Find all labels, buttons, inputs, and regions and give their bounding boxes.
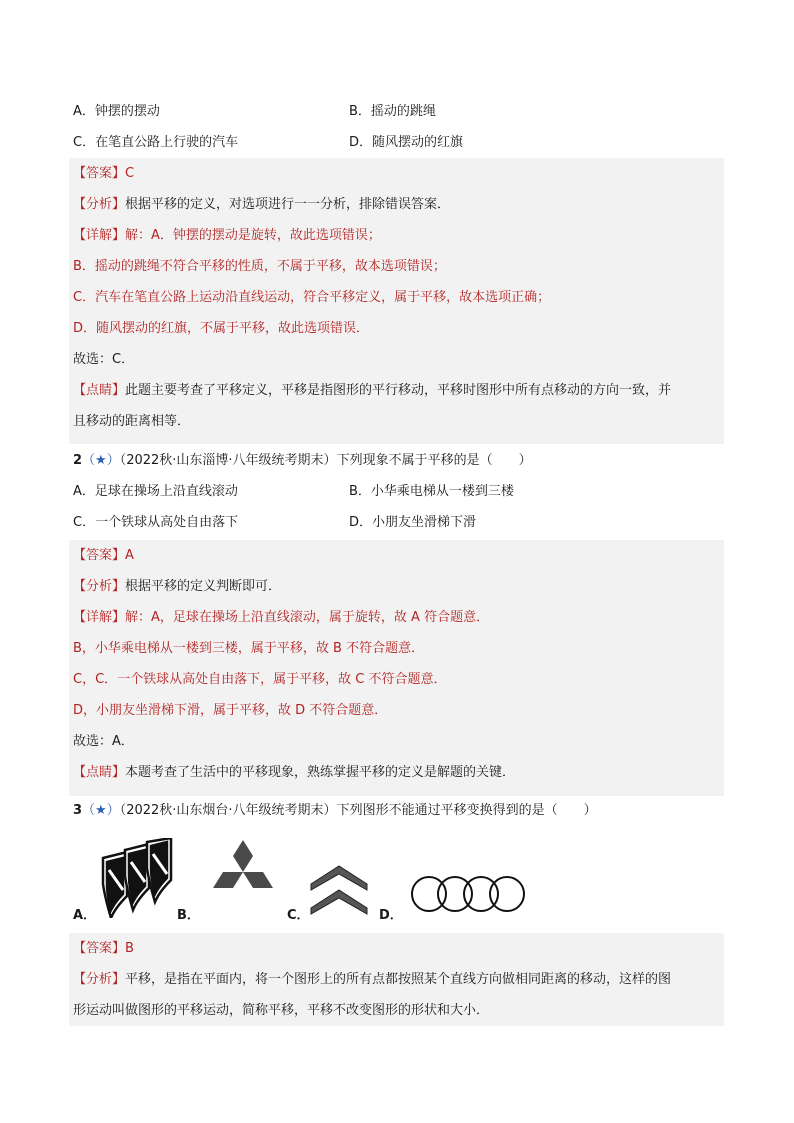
q3-source: （2022秋·山东烟台·八年级统考期末） — [119, 803, 337, 818]
q1-answer-value: C — [125, 166, 135, 181]
q3-label-c: C． — [287, 908, 310, 923]
q1-detail-line: 【详解】解：A．钟摆的摆动是旋转，故此选项错误； — [73, 228, 381, 243]
q3-analysis-line: 【分析】平移，是指在平面内，将一个图形上的所有点都按照某个直线方向做相同距离的移动，这样的图 — [73, 972, 672, 987]
q1-option-b: B．摇动的跳绳 — [349, 104, 436, 119]
q3-analysis-line-2: 形运动叫做图形的平移运动，简称平移，平移不改变图形的形状和大小． — [73, 1003, 490, 1018]
star-icon: （★） — [82, 803, 120, 818]
q2-option-d: D．小朋友坐滑梯下滑 — [349, 515, 477, 530]
q2-answer-value: A — [125, 548, 134, 563]
q1-detail-d: D．随风摆动的红旗，不属于平移，故此选项错误． — [73, 321, 370, 336]
q1-comment-line-2: 且移动的距离相等． — [73, 414, 191, 429]
star-icon: （★） — [82, 453, 120, 468]
q2-number: 2 — [73, 453, 83, 468]
q2-option-b: B．小华乘电梯从一楼到三楼 — [349, 484, 514, 499]
three-shields-icon — [101, 838, 173, 918]
q1-analysis-line: 【分析】根据平移的定义，对选项进行一一分析，排除错误答案． — [73, 197, 451, 212]
q3-label-a: A． — [73, 908, 97, 923]
q2-comment-line: 【点睛】本题考查了生活中的平移现象，熟练掌握平移的定义是解题的关键． — [73, 765, 516, 780]
q1-detail-c: C．汽车在笔直公路上运动沿直线运动，符合平移定义，属于平移，故本选项正确； — [73, 290, 551, 305]
q2-option-row-2 — [69, 507, 724, 538]
q3-question: 下列图形不能通过平移变换得到的是（ ） — [336, 803, 597, 818]
q1-solution-block — [69, 158, 724, 444]
q1-detail-b: B．摇动的跳绳不符合平移的性质，不属于平移，故本选项错误； — [73, 259, 446, 274]
q2-source: （2022秋·山东淄博·八年级统考期末） — [119, 453, 337, 468]
q2-detail-c: C，C．一个铁球从高处自由落下，属于平移，故 C 不符合题意． — [73, 672, 447, 687]
q3-number: 3 — [73, 803, 83, 818]
q2-choice-line: 故选：A． — [73, 734, 134, 749]
q2-detail-d: D，小朋友坐滑梯下滑，属于平移，故 D 不符合题意． — [73, 703, 388, 718]
q1-option-row-1 — [69, 96, 724, 127]
q1-option-c: C．在笔直公路上行驶的汽车 — [73, 135, 239, 150]
q2-option-a: A．足球在操场上沿直线滚动 — [73, 484, 238, 499]
three-diamonds-icon — [207, 840, 279, 904]
q1-answer-line: 【答案】C — [73, 166, 135, 181]
four-rings-icon — [409, 874, 529, 914]
q1-option-d: D．随风摆动的红旗 — [349, 135, 464, 150]
q2-option-c: C．一个铁球从高处自由落下 — [73, 515, 239, 530]
q3-answer-value: B — [125, 941, 134, 956]
q3-answer-line: 【答案】B — [73, 941, 134, 956]
q2-detail-b: B，小华乘电梯从一楼到三楼，属于平移，故 B 不符合题意． — [73, 641, 425, 656]
q2-detail-line: 【详解】解：A，足球在操场上沿直线滚动，属于旋转，故 A 符合题意． — [73, 610, 490, 625]
q2-option-row-1 — [69, 476, 724, 507]
q3-label-d: D． — [379, 908, 403, 923]
q2-solution-block — [69, 540, 724, 796]
q3-solution-block — [69, 933, 724, 1026]
q2-analysis-line: 【分析】根据平移的定义判断即可． — [73, 579, 282, 594]
q2-stem — [69, 445, 724, 476]
q3-label-b: B． — [177, 908, 200, 923]
q3-stem — [69, 795, 724, 826]
q3-figure-options — [69, 834, 724, 928]
q1-comment-line: 【点睛】此题主要考查了平移定义，平移是指图形的平行移动，平移时图形中所有点移动的方向一致，并 — [73, 383, 672, 398]
double-chevron-icon — [309, 862, 369, 916]
q1-option-a: A．钟摆的摆动 — [73, 104, 160, 119]
q2-question: 下列现象不属于平移的是（ ） — [336, 453, 532, 468]
q2-answer-line: 【答案】A — [73, 548, 134, 563]
q1-option-row-2 — [69, 127, 724, 158]
q1-choice-line: 故选：C． — [73, 352, 135, 367]
